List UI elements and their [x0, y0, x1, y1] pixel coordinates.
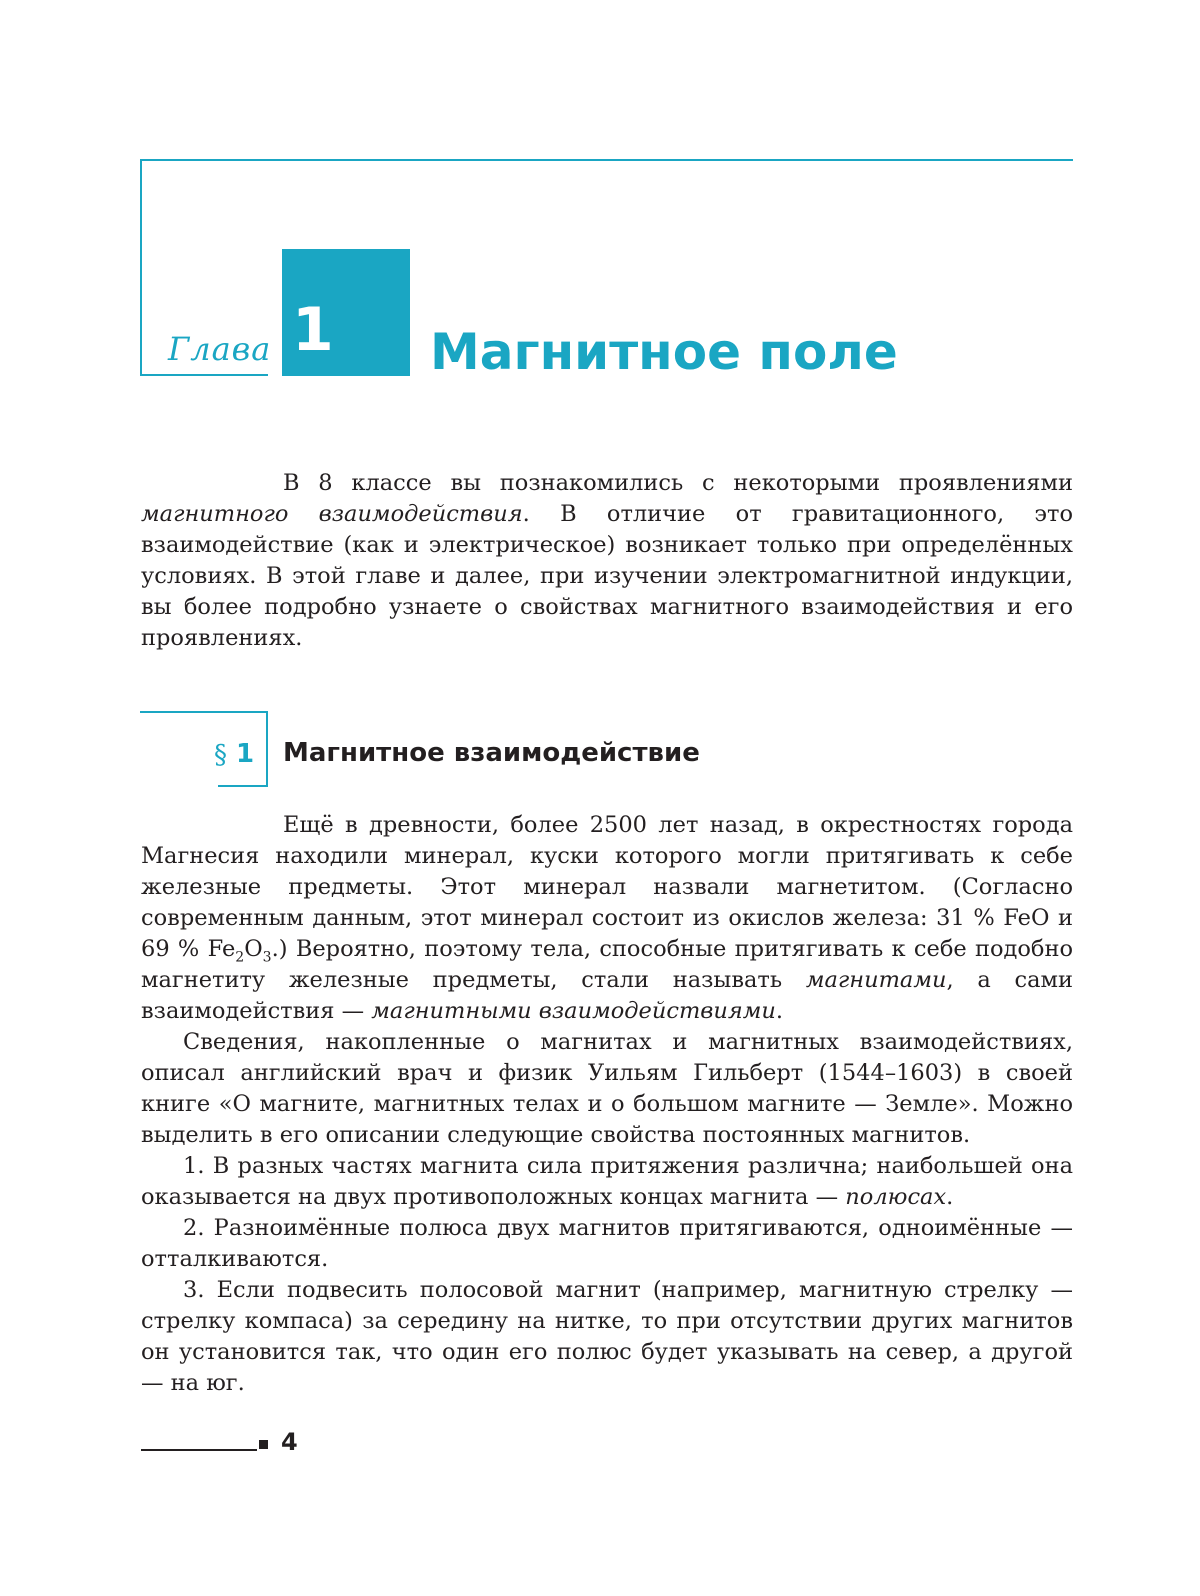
chapter-frame-bottom-rule	[140, 374, 268, 376]
p1-subscript-1: 2	[235, 949, 245, 966]
section-sign: §	[214, 740, 227, 770]
intro-emphasis: магнитного взаимодействия	[141, 501, 523, 527]
section-title: Магнитное взаимодействие	[283, 738, 700, 768]
section-body	[141, 810, 1073, 1399]
chapter-frame-left-rule	[140, 159, 142, 375]
intro-text-1: В 8 классе вы познакомились с некоторыми проявлениями	[283, 470, 1073, 496]
chapter-title: Магнитное поле	[430, 323, 898, 381]
section-number: 1	[236, 739, 255, 769]
p1-emphasis-interactions: магнитными взаимодействиями	[371, 998, 776, 1024]
page-number: 4	[281, 1428, 298, 1456]
p3-text-a: 1. В разных частях магнита сила притяжения различна; наибольшей она оказывается на двух противоположных концах магнита —	[141, 1153, 1073, 1210]
p1-text-a: Ещё в древности, более 2500 лет назад, в окрестностях города Магнесия находили минерал, куски которого могли притягивать к себе железные предметы. Этот минерал назвали магнетитом. (Согласно современным данным, этот минерал состоит из окислов железа: 31 % FeO и 69 % Fe	[141, 812, 1073, 962]
p3-text-b: .	[946, 1184, 954, 1210]
body-paragraph-3	[141, 1151, 1073, 1213]
body-paragraph-2: Сведения, накопленные о магнитах и магнитных взаимодействиях, описал английский врач и физик Уильям Гильберт (1544–1603) в своей книге «О магните, магнитных телах и о большом магните — Земле». Можно выделить в его описании следующие свойства постоянных магнитов.	[141, 1029, 1073, 1148]
p1-subscript-2: 3	[262, 949, 272, 966]
body-paragraph-5: 3. Если подвесить полосовой магнит (например, магнитную стрелку — стрелку компаса) за середину на нитке, то при отсутствии других магнитов он установится так, что один его полюс будет указывать на север, а другой — на юг.	[141, 1277, 1073, 1396]
p3-emphasis-poles: полюсах	[845, 1184, 947, 1210]
chapter-label: Глава	[168, 330, 272, 368]
chapter-frame-top-rule	[140, 159, 1073, 161]
section-frame-right-rule	[266, 711, 268, 787]
section-frame-bottom-rule	[218, 785, 268, 787]
footer-rule	[141, 1449, 257, 1451]
footer-square-marker	[259, 1440, 268, 1449]
p1-text-b: .) Вероятно, поэтому тела, способные притягивать к себе подобно магнетиту железные предметы, стали называть	[141, 936, 1074, 993]
p1-text-d: .	[775, 998, 784, 1024]
body-paragraph-1	[141, 810, 1073, 1027]
body-paragraph-4: 2. Разноимённые полюса двух магнитов притягиваются, одноимённые — отталкиваются.	[141, 1215, 1073, 1272]
p1-text-o: O	[244, 936, 263, 962]
p1-text-c: , а сами взаимодействия —	[141, 967, 1073, 1024]
chapter-number: 1	[292, 295, 334, 365]
chapter-intro	[141, 468, 1073, 654]
p1-emphasis-magnets: магнитами	[805, 967, 947, 993]
intro-paragraph	[141, 468, 1073, 654]
intro-text-2: . В отличие от гравитационного, это взаимодействие (как и электрическое) возникает только при определённых условиях. В этой главе и далее, при изучении электромагнитной индукции, вы более подробно узнаете о свойствах магнитного взаимодействия и его проявлениях.	[141, 501, 1073, 651]
section-frame-top-rule	[140, 711, 268, 713]
